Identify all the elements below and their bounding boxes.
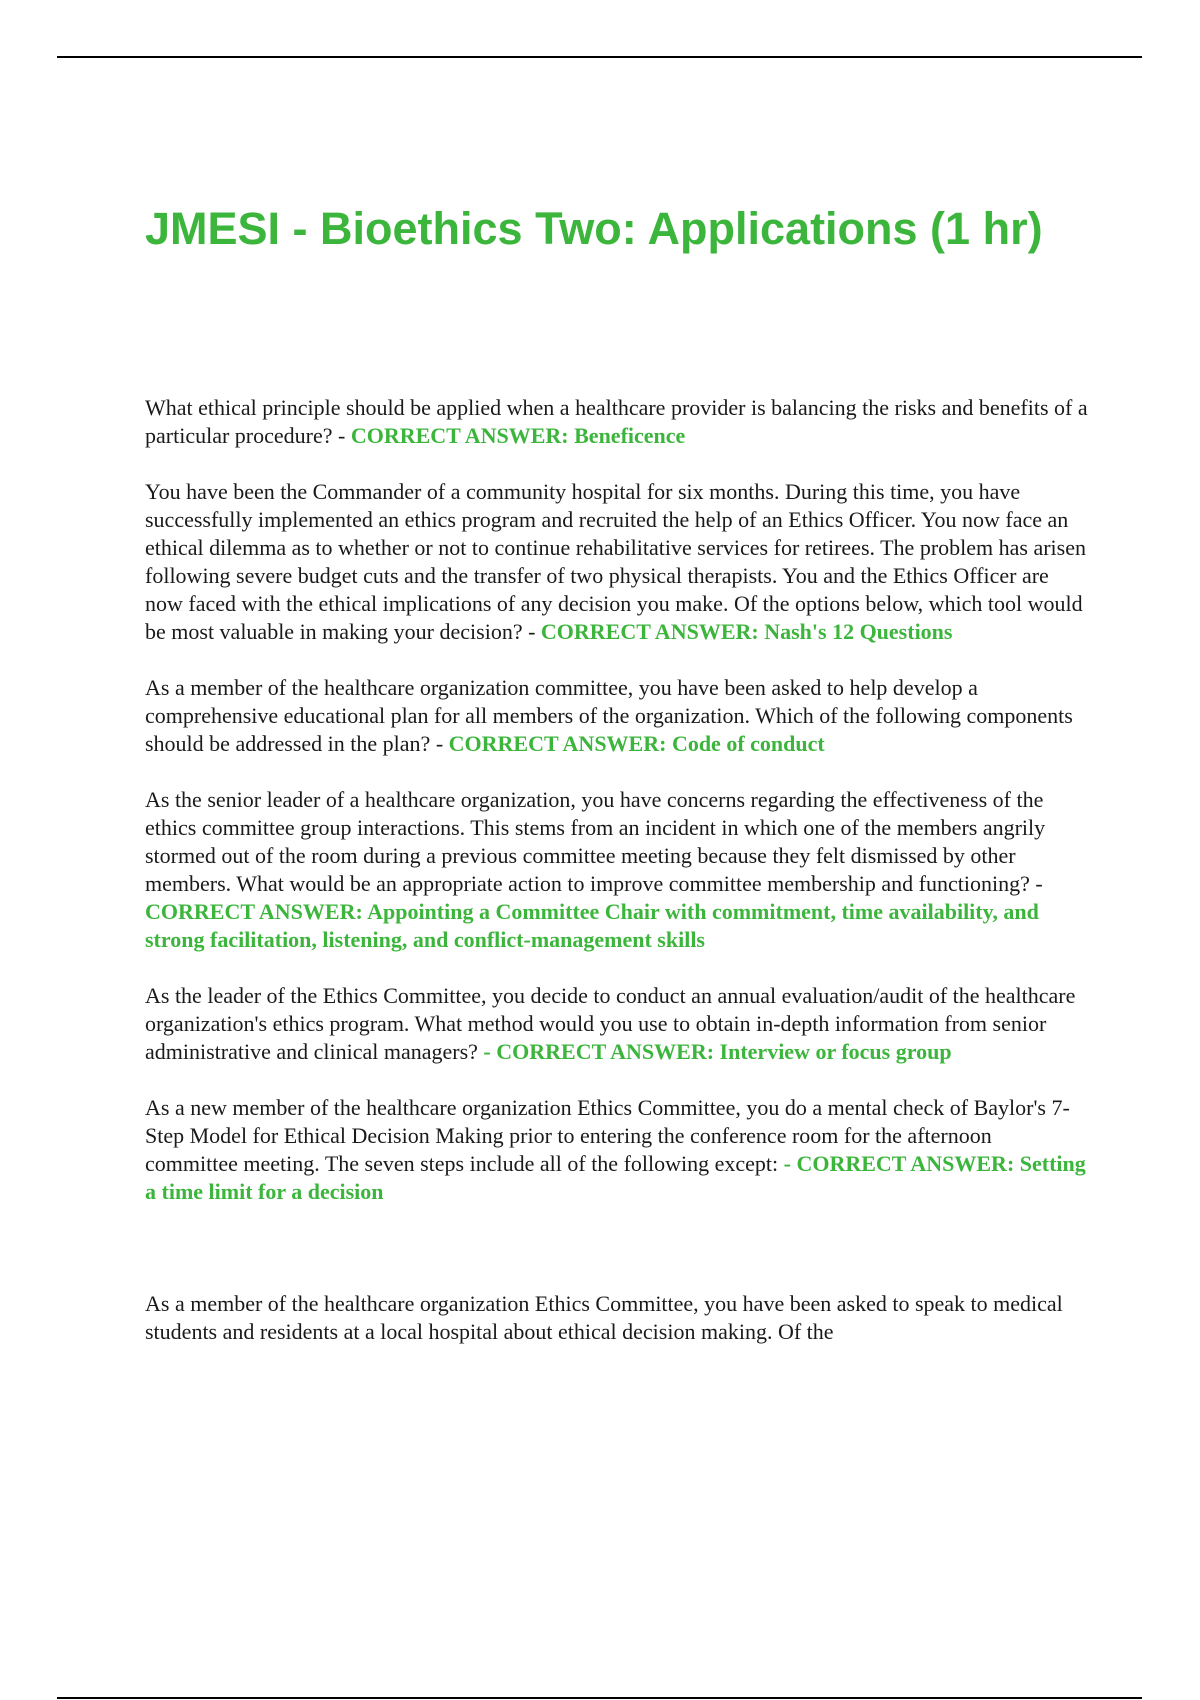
answer-text: CORRECT ANSWER: Nash's 12 Questions <box>540 619 953 644</box>
qa-item-5 <box>145 982 1090 1066</box>
qa-item-3 <box>145 674 1090 758</box>
answer-text: CORRECT ANSWER: Beneficence <box>350 423 686 448</box>
answer-text: CORRECT ANSWER: Code of conduct <box>448 731 825 756</box>
answer-text: - CORRECT ANSWER: Setting a time limit for a decision <box>145 1151 1086 1204</box>
qa-list <box>145 394 1090 1346</box>
qa-item-2 <box>145 478 1090 646</box>
question-text: As the senior leader of a healthcare organization, you have concerns regarding the effectiveness of the ethics committee group interactions. This stems from an incident in which one of the members angrily stormed out of the room during a previous committee meeting because they felt dismissed by other members. What would be an appropriate action to improve committee membership and functioning? - <box>145 787 1046 896</box>
question-text: As a member of the healthcare organization Ethics Committee, you have been asked to speak to medical students and residents at a local hospital about ethical decision making. Of the <box>145 1291 1063 1344</box>
qa-item-6 <box>145 1094 1090 1206</box>
qa-item-4 <box>145 786 1090 954</box>
qa-item-1 <box>145 394 1090 450</box>
question-text: As a new member of the healthcare organization Ethics Committee, you do a mental check of Baylor's 7-Step Model for Ethical Decision Making prior to entering the conference room for the afternoon committee meeting. The seven steps include all of the following except: <box>145 1095 1070 1176</box>
document-title: JMESI - Bioethics Two: Applications (1 hr) <box>145 203 1043 254</box>
answer-text: CORRECT ANSWER: Appointing a Committee Chair with commitment, time availability, and strong facilitation, listening, and conflict-management skills <box>145 899 1039 952</box>
bottom-rule <box>57 1697 1142 1699</box>
question-text: You have been the Commander of a community hospital for six months. During this time, you have successfully implemented an ethics program and recruited the help of an Ethics Officer. You now face an ethical dilemma as to whether or not to continue rehabilitative services for retirees. The problem has arisen following severe budget cuts and the transfer of two physical therapists. You and the Ethics Officer are now faced with the ethical implications of any decision you make. Of the options below, which tool would be most valuable in making your decision? - <box>145 479 1086 644</box>
question-text: As a member of the healthcare organization committee, you have been asked to help develop a comprehensive educational plan for all members of the organization. Which of the following components should be addressed in the plan? - <box>145 675 1073 756</box>
question-text: What ethical principle should be applied when a healthcare provider is balancing the risks and benefits of a particular procedure? - <box>145 395 1088 448</box>
question-text: As the leader of the Ethics Committee, you decide to conduct an annual evaluation/audit of the healthcare organization's ethics program. What method would you use to obtain in-depth information from senior administrative and clinical managers? <box>145 983 1076 1064</box>
answer-text: - CORRECT ANSWER: Interview or focus group <box>483 1039 952 1064</box>
qa-item-7 <box>145 1290 1090 1346</box>
top-rule <box>57 56 1142 58</box>
